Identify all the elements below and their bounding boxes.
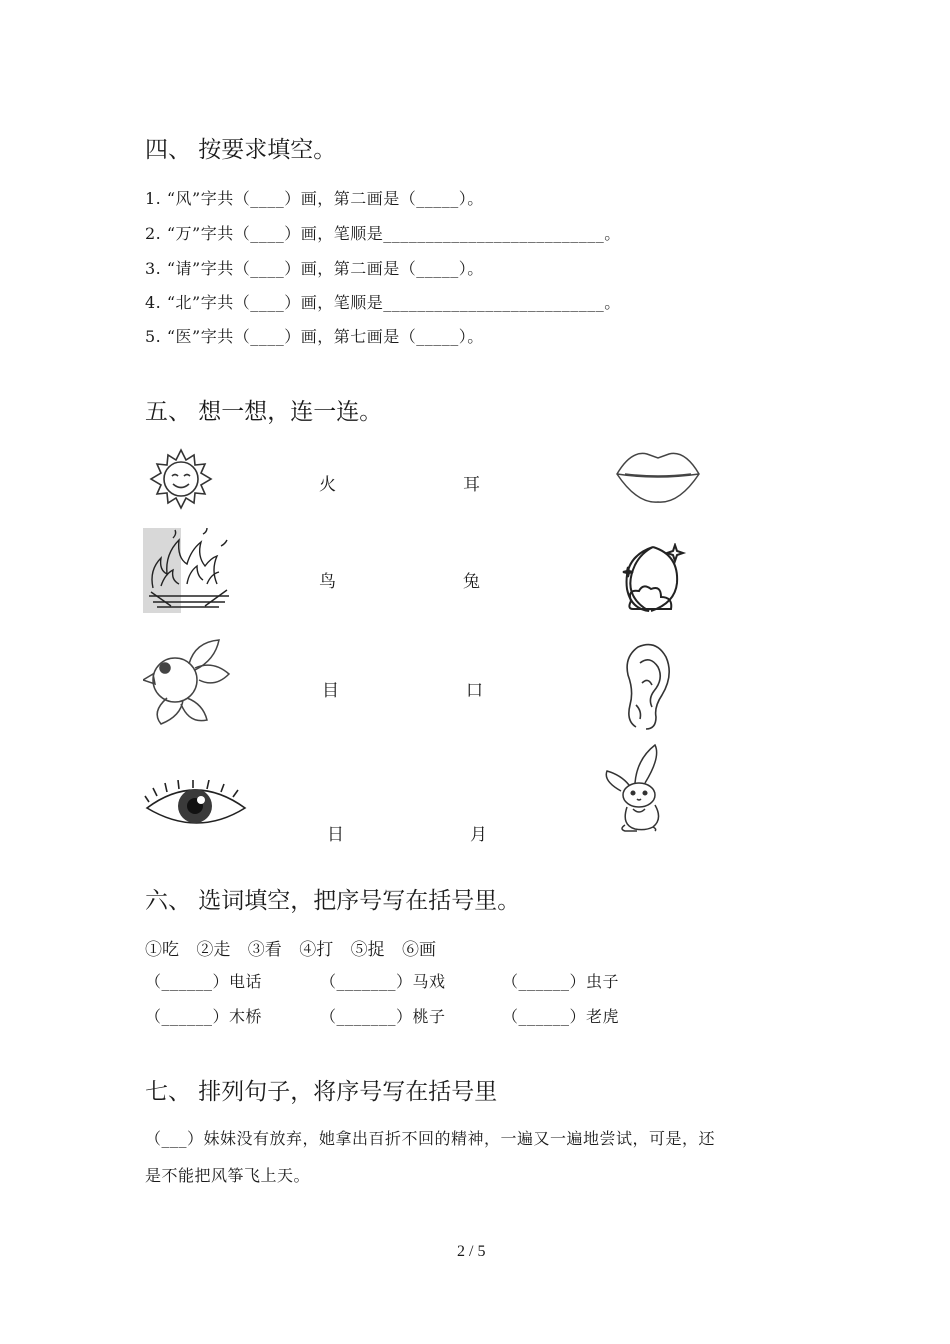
right-word-2[interactable]: 兔 (463, 572, 480, 592)
left-word-2[interactable]: 鸟 (319, 572, 336, 592)
page-number: 2 / 5 (457, 1243, 486, 1260)
bird-icon[interactable] (143, 638, 231, 728)
section4-title: 四、 按要求填空。 (145, 137, 337, 163)
right-word-3[interactable]: 口 (466, 681, 483, 701)
section6-title: 六、 选词填空，把序号写在括号里。 (145, 888, 521, 914)
mouth-icon[interactable] (615, 448, 701, 504)
ear-icon[interactable] (622, 643, 672, 731)
section5-title: 五、 想一想，连一连。 (145, 399, 383, 425)
right-word-1[interactable]: 耳 (463, 475, 480, 495)
section4-item-4: 4. “北”字共（____）画，笔顺是__________________________。 (145, 293, 621, 312)
moon-icon[interactable] (615, 543, 689, 615)
section4-item-5: 5. “医”字共（____）画，第七画是（_____）。 (145, 327, 484, 346)
section6-row2-item3: （______）老虎 (502, 1007, 620, 1026)
left-word-3[interactable]: 目 (322, 681, 339, 701)
sun-icon[interactable] (145, 448, 217, 510)
rabbit-icon[interactable] (603, 743, 673, 833)
left-word-4[interactable]: 日 (327, 825, 344, 845)
section6-row1-item1: （______）电话 (145, 972, 263, 991)
section4-item-2: 2. “万”字共（____）画，笔顺是__________________________。 (145, 224, 621, 243)
eye-icon[interactable] (143, 780, 248, 832)
section6-row2-item1: （______）木桥 (145, 1007, 263, 1026)
fire-icon[interactable] (143, 528, 235, 613)
section6-row1-item3: （______）虫子 (502, 972, 620, 991)
right-word-4[interactable]: 月 (470, 825, 487, 845)
section6-options: ①吃 ②走 ③看 ④打 ⑤捉 ⑥画 (145, 940, 437, 960)
section6-row2-item2: （_______）桃子 (320, 1007, 446, 1026)
section7-title: 七、 排列句子，将序号写在括号里 (145, 1079, 498, 1105)
section7-line2: 是不能把风筝飞上天。 (145, 1166, 311, 1185)
section4-item-3: 3. “请”字共（____）画，第二画是（_____）。 (145, 259, 484, 278)
section6-row1-item2: （_______）马戏 (320, 972, 446, 991)
section4-item-1: 1. “风”字共（____）画，第二画是（_____）。 (145, 189, 484, 208)
left-word-1[interactable]: 火 (319, 475, 336, 495)
section7-line1: （___）妹妹没有放弃，她拿出百折不回的精神，一遍又一遍地尝试，可是，还 (145, 1129, 716, 1148)
